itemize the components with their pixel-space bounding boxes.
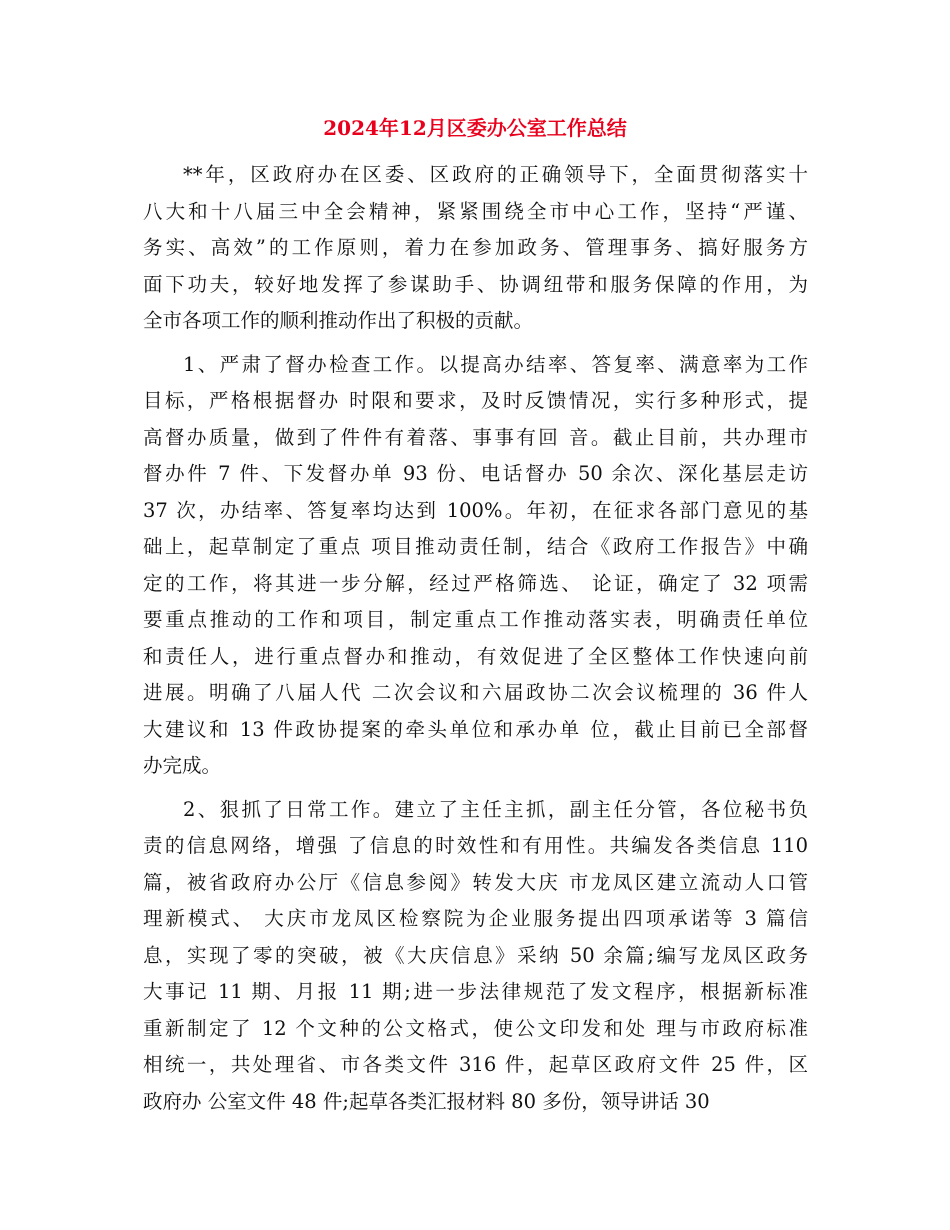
paragraph	[143, 157, 808, 340]
text-line: 相统一，共处理省、市各类文件 316 件，起草区政府文件 25 件，区	[143, 1053, 808, 1076]
document-title: 2024年12月区委办公室工作总结	[323, 116, 627, 140]
text-line: 八大和十八届三中全会精神，紧紧围绕全市中心工作，坚持“严谨、	[143, 199, 808, 223]
text-line: 督办件 7 件、下发督办单 93 份、电话督办 50 余次、深化基层走访	[143, 462, 808, 485]
text-line: 目标，严格根据督办 时限和要求，及时反馈情况，实行多种形式，提	[143, 389, 808, 412]
text-line: 进展。明确了八届人代 二次会议和六届政协二次会议梳理的 36 件人	[143, 681, 808, 704]
text-line: 务实、高效”的工作原则，着力在参加政务、管理事务、搞好服务方	[143, 236, 808, 259]
text-line: 息，实现了零的突破，被《大庆信息》采纳 50 余篇;编写龙凤区政务	[143, 943, 808, 967]
text-line: 37 次，办结率、答复率均达到 100%。年初，在征求各部门意见的基	[143, 498, 808, 522]
text-line: 础上，起草制定了重点 项目推动责任制，结合《政府工作报告》中确	[143, 535, 808, 558]
text-line: 2、狠抓了日常工作。建立了主任主抓，副主任分管，各位秘书负	[183, 797, 808, 821]
text-line: 面下功夫，较好地发挥了参谋助手、协调纽带和服务保障的作用，为	[143, 272, 808, 296]
text-line: 篇，被省政府办公厅《信息参阅》转发大庆 市龙凤区建立流动人口管	[143, 870, 808, 894]
text-line: **年，区政府办在区委、区政府的正确领导下，全面贯彻落实十	[183, 163, 808, 186]
document-body	[143, 157, 808, 1127]
paragraph	[143, 792, 808, 1121]
text-line: 要重点推动的工作和项目，制定重点工作推动落实表，明确责任单位	[143, 608, 808, 631]
text-line: 高督办质量，做到了件件有着落、事事有回 音。截止目前，共办理市	[143, 425, 808, 449]
text-line: 1、严肃了督办检查工作。以提高办结率、答复率、满意率为工作	[183, 352, 808, 376]
text-line: 责的信息网络，增强 了信息的时效性和有用性。共编发各类信息 110	[143, 834, 808, 857]
text-line: 理新模式、 大庆市龙凤区检察院为企业服务提出四项承诺等 3 篇信	[143, 907, 808, 930]
paragraph	[143, 347, 808, 785]
text-line: 全市各项工作的顺利推动作出了积极的贡献。	[143, 309, 534, 332]
text-line: 定的工作，将其进一步分解，经过严格筛选、 论证，确定了 32 项需	[143, 571, 808, 595]
text-line: 大事记 11 期、月报 11 期;进一步法律规范了发文程序，根据新标准	[143, 980, 808, 1003]
text-line: 政府办 公室文件 48 件;起草各类汇报材料 80 多份，领导讲话 30	[143, 1089, 710, 1113]
text-line: 办完成。	[143, 754, 222, 777]
text-line: 大建议和 13 件政协提案的牵头单位和承办单 位，截止目前已全部督	[143, 717, 808, 741]
text-line: 和责任人，进行重点督办和推动，有效促进了全区整体工作快速向前	[143, 644, 808, 668]
text-line: 重新制定了 12 个文种的公文格式，使公文印发和处 理与市政府标准	[143, 1016, 808, 1040]
